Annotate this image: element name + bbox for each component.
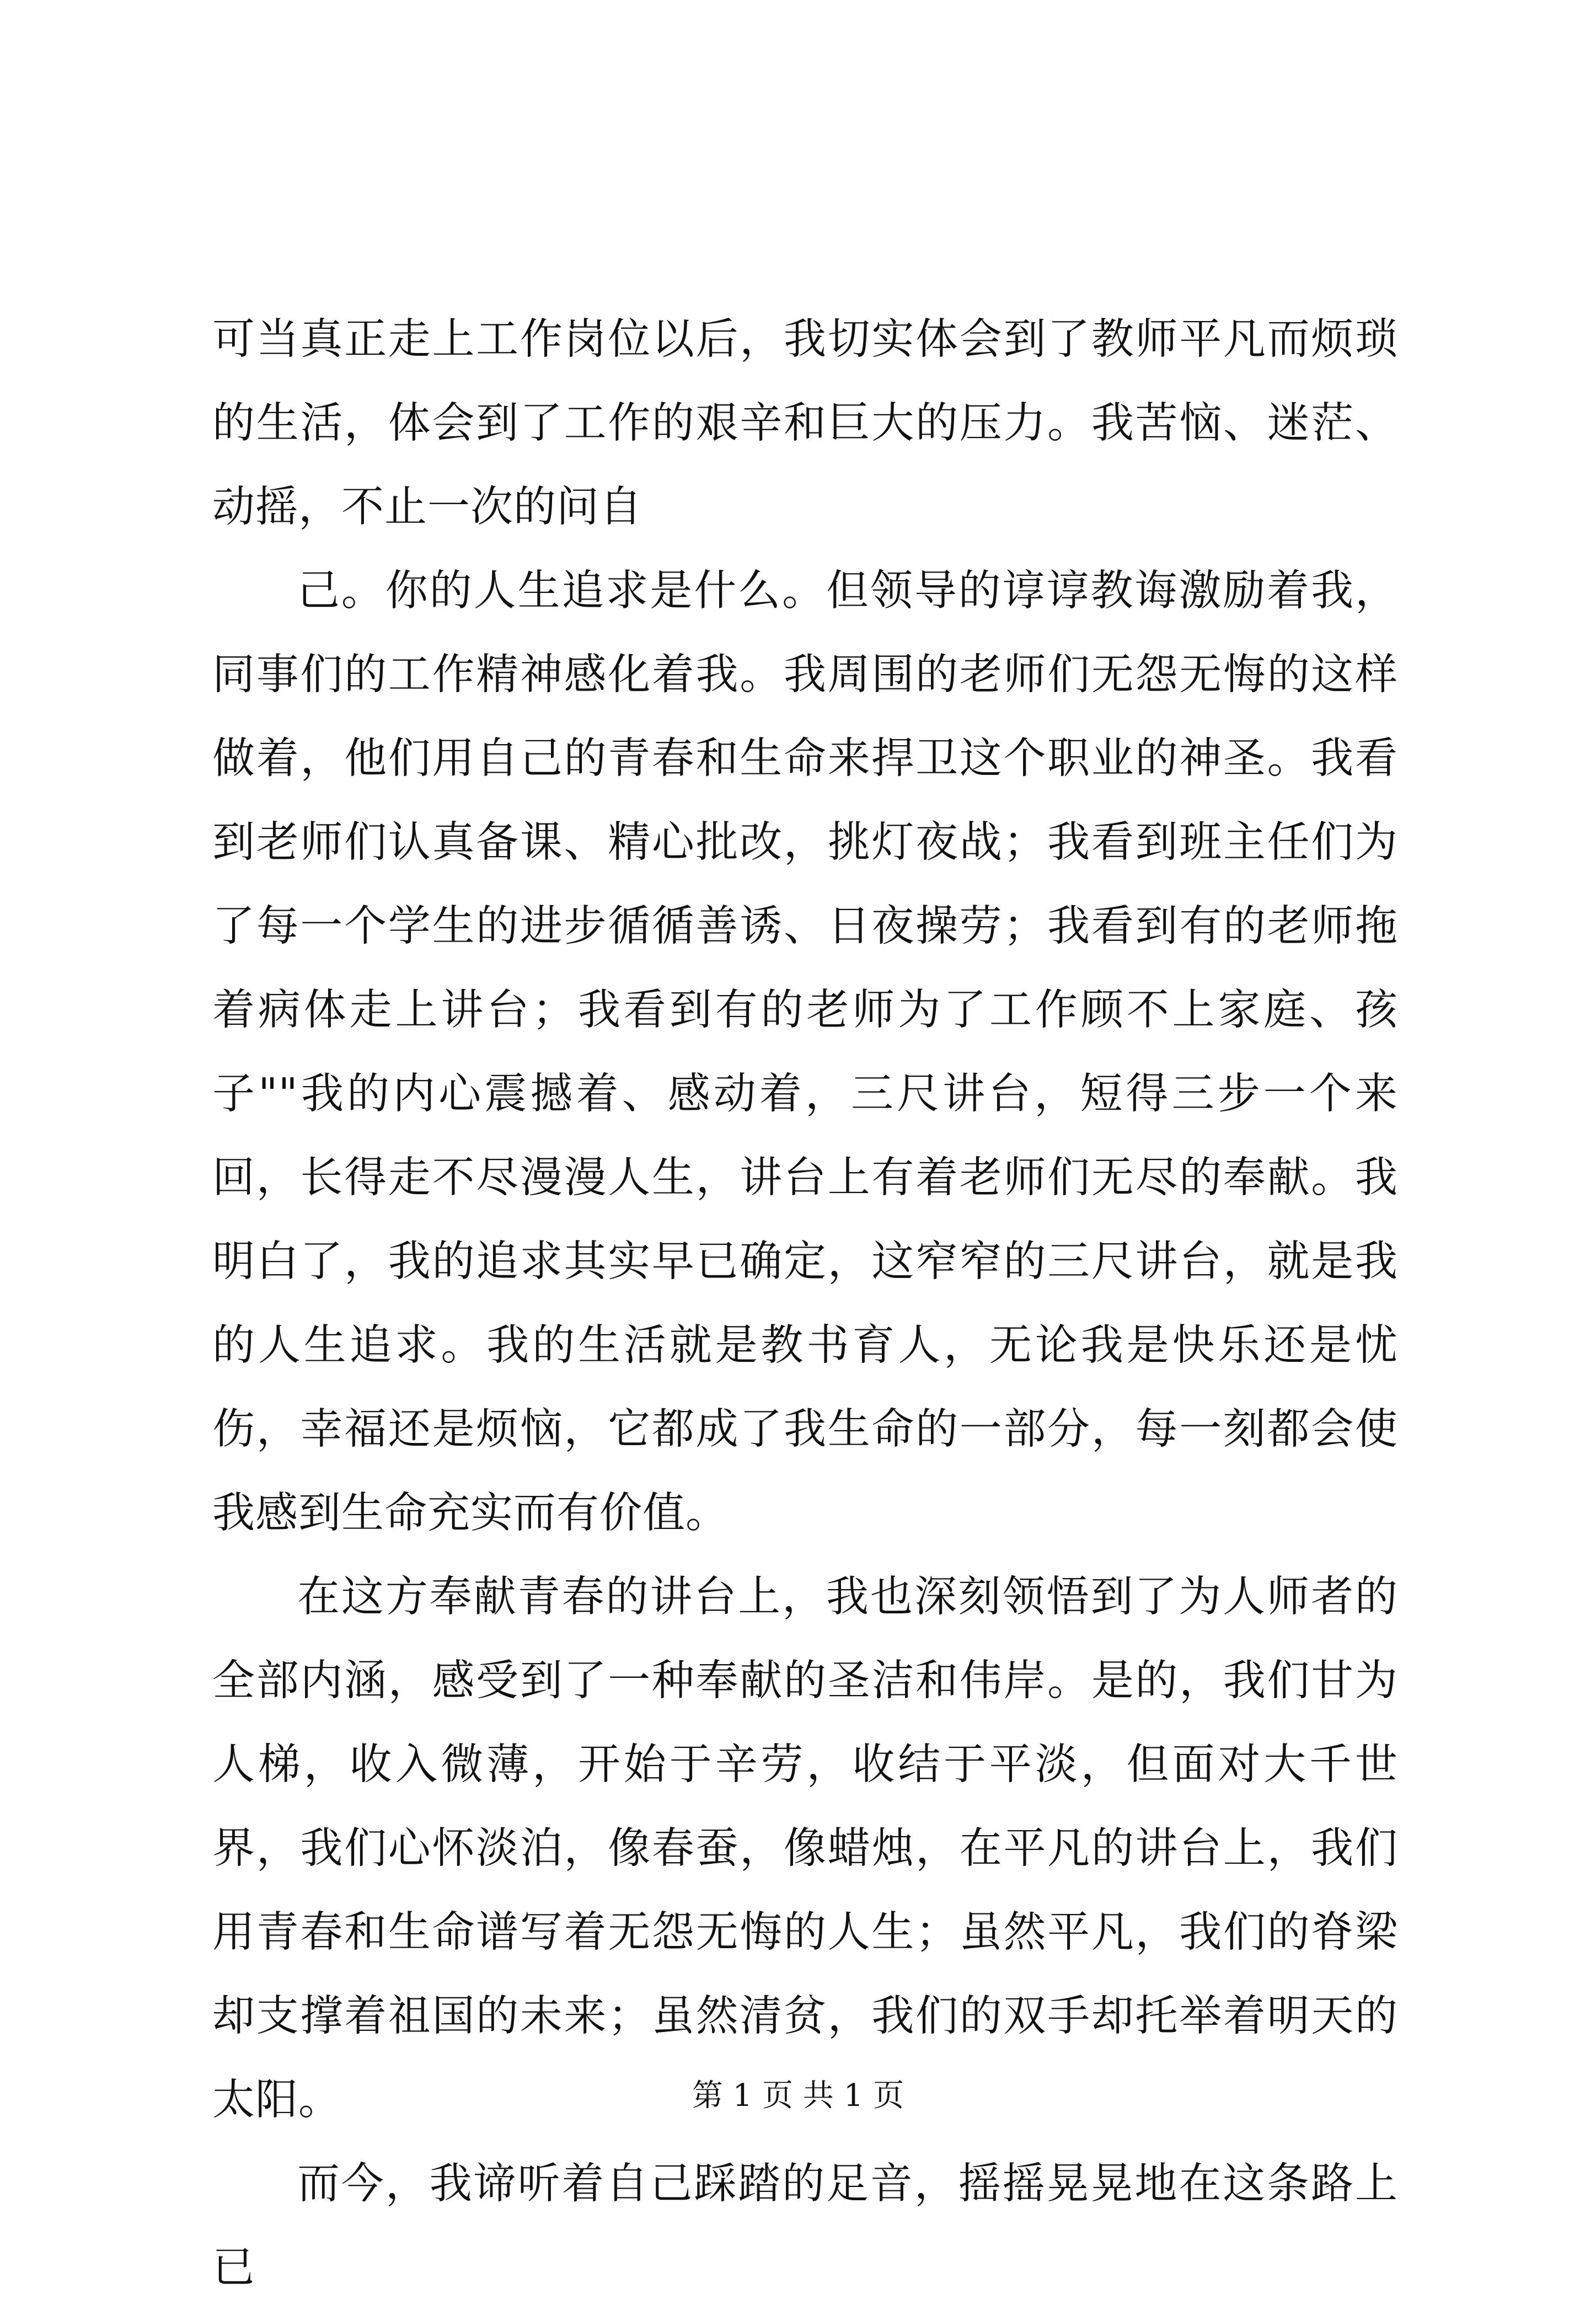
- page-footer: 第 1 页 共 1 页: [692, 2078, 904, 2114]
- document-body: [212, 298, 1398, 2310]
- paragraph-1: 可当真正走上工作岗位以后，我切实体会到了教师平凡而烦琐的生活，体会到了工作的艰辛和巨大的压力。我苦恼、迷茫、动摇，不止一次的问自: [212, 315, 1398, 532]
- paragraph-4: 而今，我谛听着自己踩踏的足音，摇摇晃晃地在这条路上已: [212, 2159, 1398, 2292]
- paragraph-2: 己。你的人生追求是什么。但领导的谆谆教诲激励着我，同事们的工作精神感化着我。我周围的老师们无怨无悔的这样做着，他们用自己的青春和生命来捍卫这个职业的神圣。我看到老师们认真备课、精心批改，挑灯夜战；我看到班主任们为了每一个学生的进步循循善诱、日夜操劳；我看到有的老师拖着病体走上讲台；我看到有的老师为了工作顾不上家庭、孩子""我的内心震撼着、感动着，三尺讲台，短得三步一个来回，长得走不尽漫漫人生，讲台上有着老师们无尽的奉献。我明白了，我的追求其实早已确定，这窄窄的三尺讲台，就是我的人生追求。我的生活就是教书育人，无论我是快乐还是忧伤，幸福还是烦恼，它都成了我生命的一部分，每一刻都会使我感到生命充实而有价值。: [212, 566, 1398, 1538]
- paragraph-3: 在这方奉献青春的讲台上，我也深刻领悟到了为人师者的全部内涵，感受到了一种奉献的圣洁和伟岸。是的，我们甘为人梯，收入微薄，开始于辛劳，收结于平淡，但面对大千世界，我们心怀淡泊，像春蚕，像蜡烛，在平凡的讲台上，我们用青春和生命谱写着无怨无悔的人生；虽然平凡，我们的脊梁却支撑着祖国的未来；虽然清贫，我们的双手却托举着明天的太阳。: [212, 1573, 1398, 2125]
